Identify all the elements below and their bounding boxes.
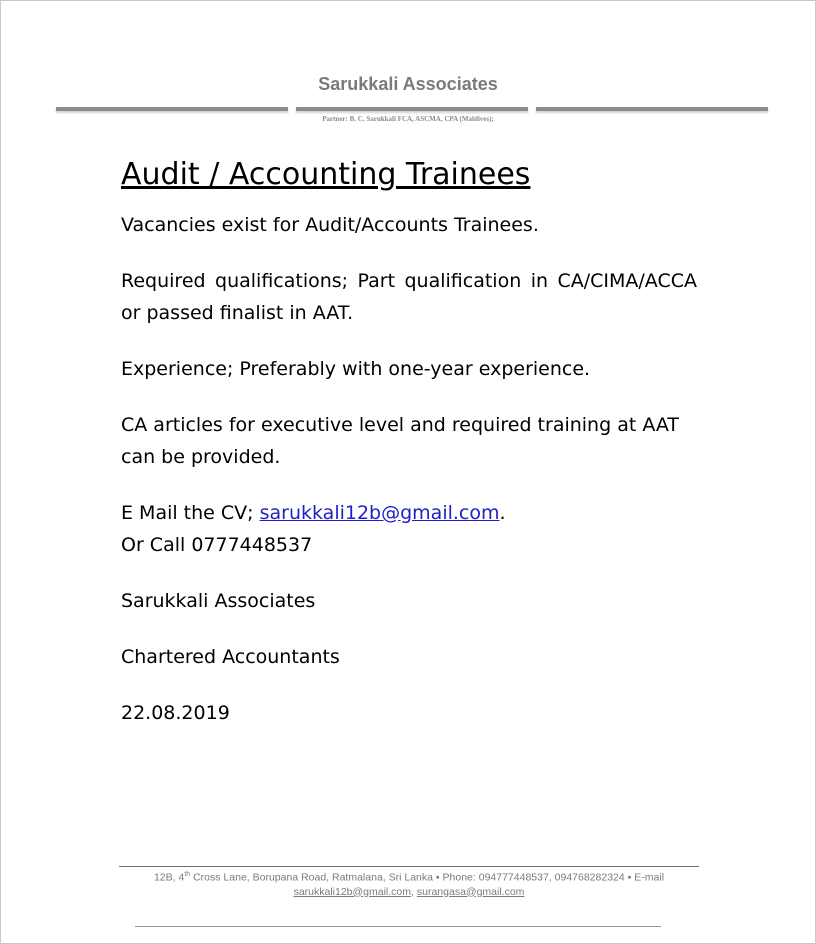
call-line: Or Call 0777448537 <box>121 534 313 556</box>
signature-name: Sarukkali Associates <box>121 590 316 612</box>
footer-email-link-2[interactable]: surangasa@gmail.com <box>416 885 525 898</box>
footer-address <box>119 868 699 899</box>
footer-email-link-1[interactable]: sarukkali12b@gmail.com <box>293 885 412 898</box>
footer-address-rest: Cross Lane, Borupana Road, Ratmalana, Sri Lanka ▪ Phone: 094777448537, 094768282324 ▪ E-mail <box>190 871 665 884</box>
footer-rule-bottom <box>135 926 661 927</box>
email-prefix: E Mail the CV; <box>121 502 260 524</box>
email-suffix: . <box>499 502 506 524</box>
footer-address-sup: th <box>184 871 191 878</box>
vacancies-paragraph: Vacancies exist for Audit/Accounts Trainees. <box>121 214 539 236</box>
signature-title: Chartered Accountants <box>121 646 340 668</box>
qualifications-paragraph: Required qualifications; Part qualification in CA/CIMA/ACCA or passed finalist in AAT. <box>121 270 697 324</box>
page-title: Audit / Accounting Trainees <box>121 157 531 192</box>
header-rule-middle <box>296 107 528 111</box>
contact-paragraph <box>121 497 697 561</box>
email-link[interactable]: sarukkali12b@gmail.com <box>259 502 500 524</box>
document-date: 22.08.2019 <box>121 702 230 724</box>
footer-address-prefix: 12B, 4 <box>153 871 185 884</box>
articles-paragraph: CA articles for executive level and required training at AAT can be provided. <box>121 414 679 468</box>
footer-rule-top <box>119 866 699 867</box>
experience-paragraph: Experience; Preferably with one-year experience. <box>121 358 591 380</box>
document-body <box>121 151 697 753</box>
firm-name-header: Sarukkali Associates <box>318 74 498 94</box>
header-rule-right <box>536 107 768 111</box>
header-rule-left <box>56 107 288 111</box>
footer-email-separator: , <box>411 885 417 898</box>
email-line <box>121 497 697 529</box>
partner-line: Partner: B. C. Sarukkali FCA, ASCMA, CPA (Maldives); <box>322 115 494 123</box>
